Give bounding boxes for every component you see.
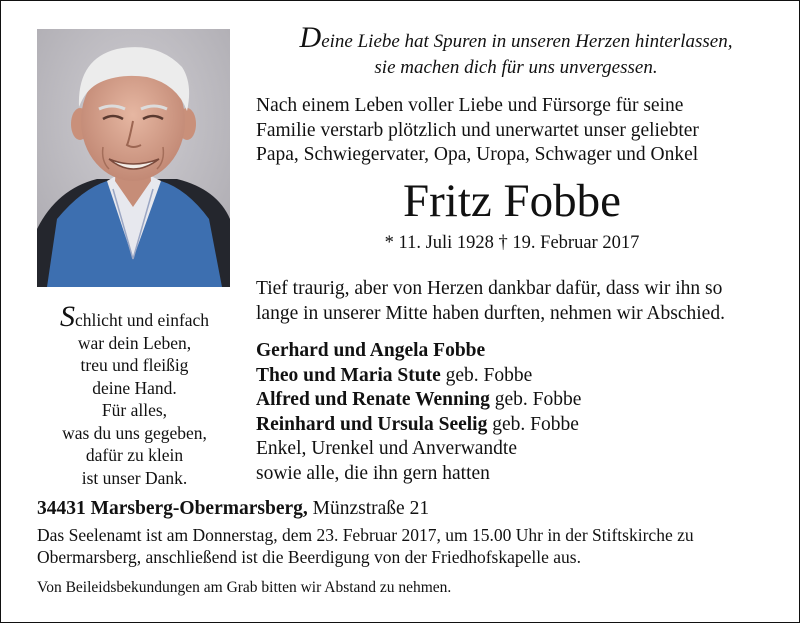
poem-line: dafür zu klein (85, 445, 184, 465)
intro-line: Familie verstarb plötzlich und unerwartet unser geliebter (256, 119, 699, 141)
mourner-suffix: geb. Fobbe (487, 413, 579, 435)
mourner-entry (256, 413, 776, 438)
poem-line: ist unser Dank. (81, 467, 188, 488)
poem-line-text: chlicht und einfach (74, 310, 210, 330)
address (37, 497, 777, 521)
mourner-names: Gerhard und Angela Fobbe (256, 340, 486, 361)
farewell-line: lange in unserer Mitte haben durften, nehmen wir Abschied. (256, 302, 725, 324)
motto-line-1 (256, 21, 776, 55)
motto-dropcap: D (299, 21, 322, 54)
mourner-names: Theo und Maria Stute (256, 364, 441, 386)
address-street: Münzstraße 21 (307, 498, 430, 519)
poem-line: deine Hand. (92, 377, 177, 398)
mourner-entry (256, 364, 776, 389)
deceased-name: Fritz Fobbe (402, 175, 622, 227)
motto (256, 21, 776, 81)
poem (37, 300, 232, 489)
mourner-suffix: geb. Fobbe (489, 389, 582, 410)
portrait-photo (37, 29, 230, 287)
mourner-others: sowie alle, die ihn gern hatten (256, 462, 490, 484)
poem-line: war dein Leben, (77, 332, 192, 353)
mourner-entry (256, 388, 776, 413)
condolence-note: Von Beileidsbekundungen am Grab bitten wir Abstand zu nehmen. (37, 579, 452, 596)
life-dates: * 11. Juli 1928 † 19. Februar 2017 (384, 233, 640, 253)
mourner-names: Alfred und Renate Wenning (256, 389, 490, 410)
motto-line-1-text: eine Liebe hat Spuren in unseren Herzen hinterlassen, (321, 31, 733, 52)
poem-line: treu und fleißig (80, 355, 189, 375)
poem-line (37, 300, 232, 333)
address-city: 34431 Marsberg-Obermarsberg, (37, 498, 308, 519)
intro-line: Nach einem Leben voller Liebe und Fürsorge für seine (256, 95, 684, 116)
mourner-entry (256, 339, 776, 364)
poem-dropcap: S (59, 300, 75, 333)
intro-line: Papa, Schwiegervater, Opa, Uropa, Schwager und Onkel (256, 144, 699, 165)
farewell-line: Tief traurig, aber von Herzen dankbar dafür, dass wir ihn so (256, 278, 723, 299)
mourner-suffix: geb. Fobbe (440, 364, 533, 386)
intro-text (256, 94, 768, 168)
service-info (37, 524, 777, 568)
poem-line: was du uns gegeben, (62, 422, 207, 443)
service-line: Das Seelenamt ist am Donnerstag, dem 23. Februar 2017, um 15.00 Uhr in der Stiftskirche zu (37, 525, 694, 545)
mourners-list (256, 339, 776, 486)
mourner-names: Reinhard und Ursula Seelig (256, 413, 488, 435)
service-line: Obermarsberg, anschließend ist die Beerdigung von der Friedhofskapelle aus. (37, 547, 581, 567)
poem-line: Für alles, (101, 400, 168, 420)
motto-line-2: sie machen dich für uns unvergessen. (374, 57, 658, 78)
mourner-others: Enkel, Urenkel und Anverwandte (256, 438, 518, 459)
farewell-text (256, 277, 768, 326)
